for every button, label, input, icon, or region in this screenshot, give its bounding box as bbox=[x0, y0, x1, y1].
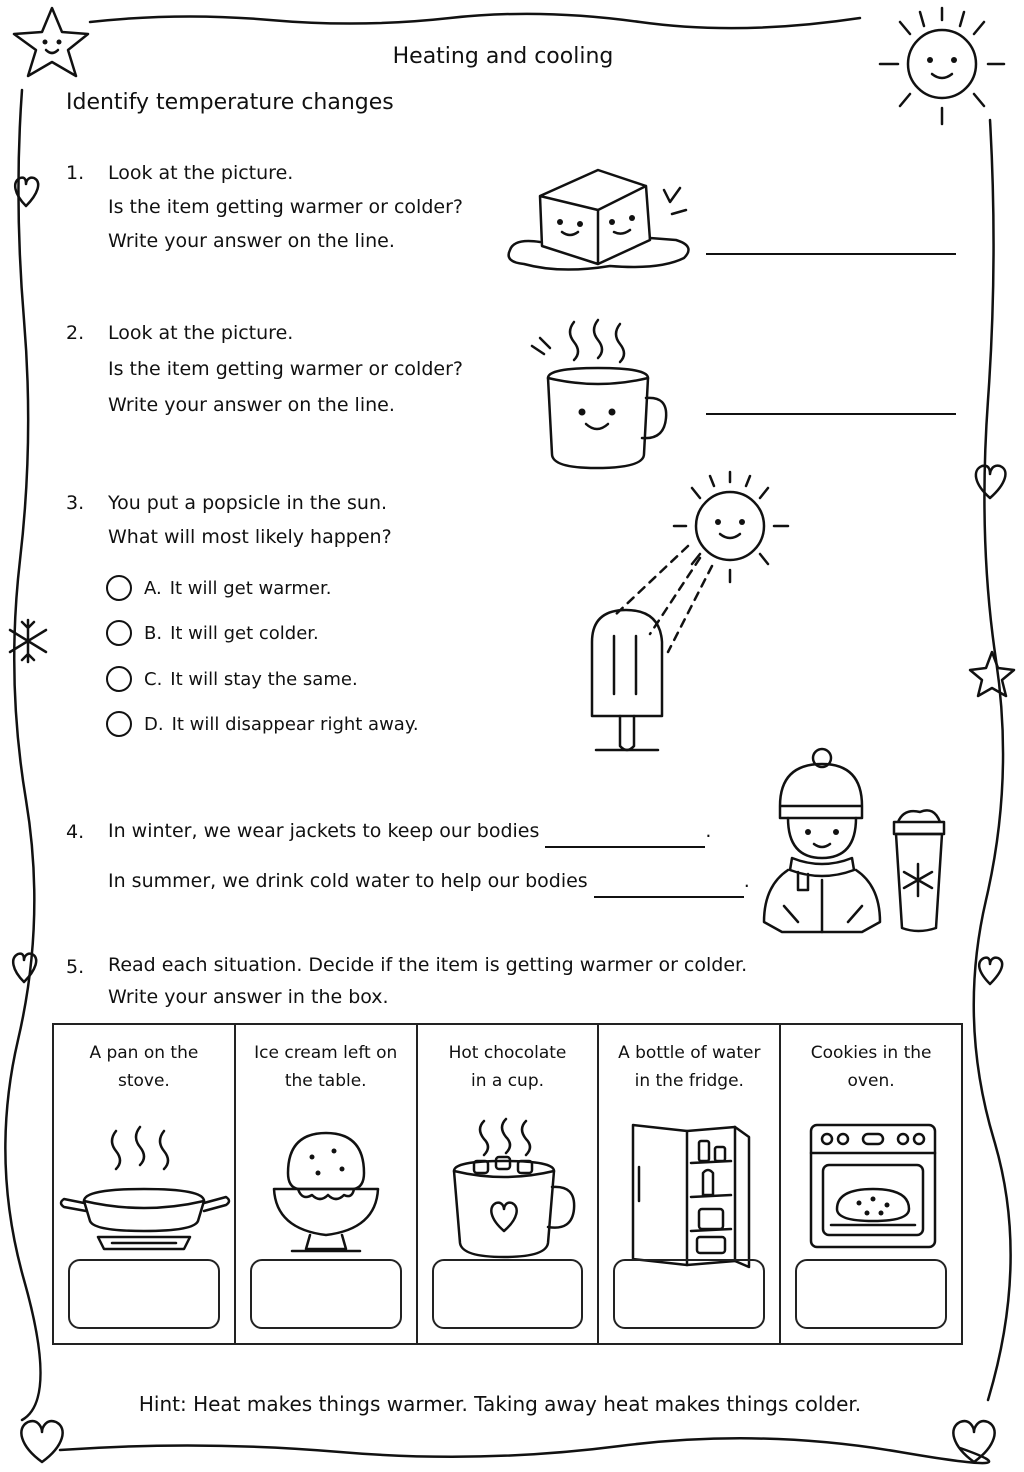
question-4-sentence-1 bbox=[108, 814, 711, 848]
situation-label-line: in a cup. bbox=[470, 1071, 545, 1091]
situation-cell bbox=[599, 1025, 781, 1343]
question-5-text bbox=[108, 949, 747, 1013]
option-text: It will get colder. bbox=[170, 622, 319, 644]
situation-label-line: A pan on the bbox=[89, 1043, 199, 1063]
answer-box[interactable] bbox=[250, 1259, 402, 1329]
worksheet-title: Heating and cooling bbox=[392, 44, 614, 69]
question-2-number: 2. bbox=[66, 322, 85, 344]
fridge-icon bbox=[599, 1117, 779, 1277]
question-5-number: 5. bbox=[66, 956, 85, 978]
question-3-line: You put a popsicle in the sun. bbox=[108, 492, 388, 514]
situation-label-line: stove. bbox=[117, 1071, 170, 1091]
answer-box[interactable] bbox=[613, 1259, 765, 1329]
question-2-line: Look at the picture. bbox=[108, 322, 294, 344]
situation-label bbox=[424, 1039, 592, 1095]
situation-cell bbox=[418, 1025, 600, 1343]
answer-line-1[interactable] bbox=[706, 253, 956, 255]
situations-table bbox=[52, 1023, 963, 1345]
situation-cell bbox=[236, 1025, 418, 1343]
situation-label bbox=[60, 1039, 228, 1095]
question-4-sentence-2 bbox=[108, 864, 750, 898]
situation-label-line: Hot chocolate bbox=[448, 1043, 567, 1063]
situation-label-line: A bottle of water bbox=[618, 1043, 761, 1063]
melting-ice-cube-icon bbox=[500, 166, 696, 276]
question-1-line: Look at the picture. bbox=[108, 162, 294, 184]
option-letter: C. bbox=[144, 668, 163, 690]
question-2-line: Write your answer on the line. bbox=[108, 394, 395, 416]
radio-circle-icon[interactable] bbox=[106, 711, 132, 737]
situation-label-line: in the fridge. bbox=[634, 1071, 744, 1091]
situation-label bbox=[787, 1039, 955, 1095]
sentence-text: In winter, we wear jackets to keep our bodies bbox=[108, 820, 540, 842]
option-b[interactable] bbox=[106, 616, 319, 650]
answer-line-2[interactable] bbox=[706, 413, 956, 415]
option-c[interactable] bbox=[106, 662, 358, 696]
answer-box[interactable] bbox=[68, 1259, 220, 1329]
option-letter: B. bbox=[144, 622, 163, 644]
question-2-text bbox=[108, 316, 463, 422]
question-3-text bbox=[108, 486, 392, 554]
hint-text: Hint: Heat makes things warmer. Taking away heat makes things colder. bbox=[138, 1392, 862, 1416]
option-d[interactable] bbox=[106, 707, 419, 741]
question-3-line: What will most likely happen? bbox=[108, 526, 392, 548]
hot-mug-icon bbox=[528, 316, 674, 472]
question-5-line: Write your answer in the box. bbox=[108, 986, 389, 1008]
situation-cell bbox=[781, 1025, 961, 1343]
oven-icon bbox=[781, 1117, 961, 1277]
sentence-text: In summer, we drink cold water to help our bodies bbox=[108, 870, 588, 892]
ice-cream-bowl-icon bbox=[236, 1117, 416, 1277]
option-text: It will get warmer. bbox=[169, 577, 332, 599]
answer-blank[interactable] bbox=[545, 828, 705, 848]
radio-circle-icon[interactable] bbox=[106, 620, 132, 646]
question-5-line: Read each situation. Decide if the item is getting warmer or colder. bbox=[108, 954, 748, 976]
question-1-line: Is the item getting warmer or colder? bbox=[108, 196, 463, 218]
situation-label-line: oven. bbox=[847, 1071, 895, 1091]
sentence-period: . bbox=[705, 820, 712, 842]
child-in-winter-clothes-icon bbox=[758, 746, 954, 938]
answer-box[interactable] bbox=[795, 1259, 947, 1329]
worksheet-subtitle: Identify temperature changes bbox=[66, 90, 394, 115]
answer-blank[interactable] bbox=[594, 878, 744, 898]
option-letter: D. bbox=[144, 713, 164, 735]
radio-circle-icon[interactable] bbox=[106, 666, 132, 692]
option-letter: A. bbox=[144, 577, 162, 599]
question-1-number: 1. bbox=[66, 162, 85, 184]
radio-circle-icon[interactable] bbox=[106, 575, 132, 601]
question-1-text bbox=[108, 156, 463, 258]
hot-chocolate-icon bbox=[418, 1117, 598, 1277]
option-a[interactable] bbox=[106, 571, 331, 605]
question-2-line: Is the item getting warmer or colder? bbox=[108, 358, 463, 380]
option-text: It will stay the same. bbox=[170, 668, 358, 690]
situation-label bbox=[605, 1039, 773, 1095]
popsicle-in-sun-icon bbox=[584, 466, 794, 756]
situation-label-line: Cookies in the bbox=[810, 1043, 932, 1063]
star-icon bbox=[970, 652, 1014, 696]
situation-label-line: Ice cream left on bbox=[254, 1043, 398, 1063]
sentence-period: . bbox=[743, 870, 750, 892]
question-4-number: 4. bbox=[66, 821, 85, 843]
answer-box[interactable] bbox=[432, 1259, 584, 1329]
question-1-line: Write your answer on the line. bbox=[108, 230, 395, 252]
situation-label-line: the table. bbox=[284, 1071, 367, 1091]
option-text: It will disappear right away. bbox=[171, 713, 419, 735]
pan-on-stove-icon bbox=[54, 1117, 234, 1277]
situation-cell bbox=[54, 1025, 236, 1343]
situation-label bbox=[242, 1039, 410, 1095]
question-3-number: 3. bbox=[66, 492, 85, 514]
